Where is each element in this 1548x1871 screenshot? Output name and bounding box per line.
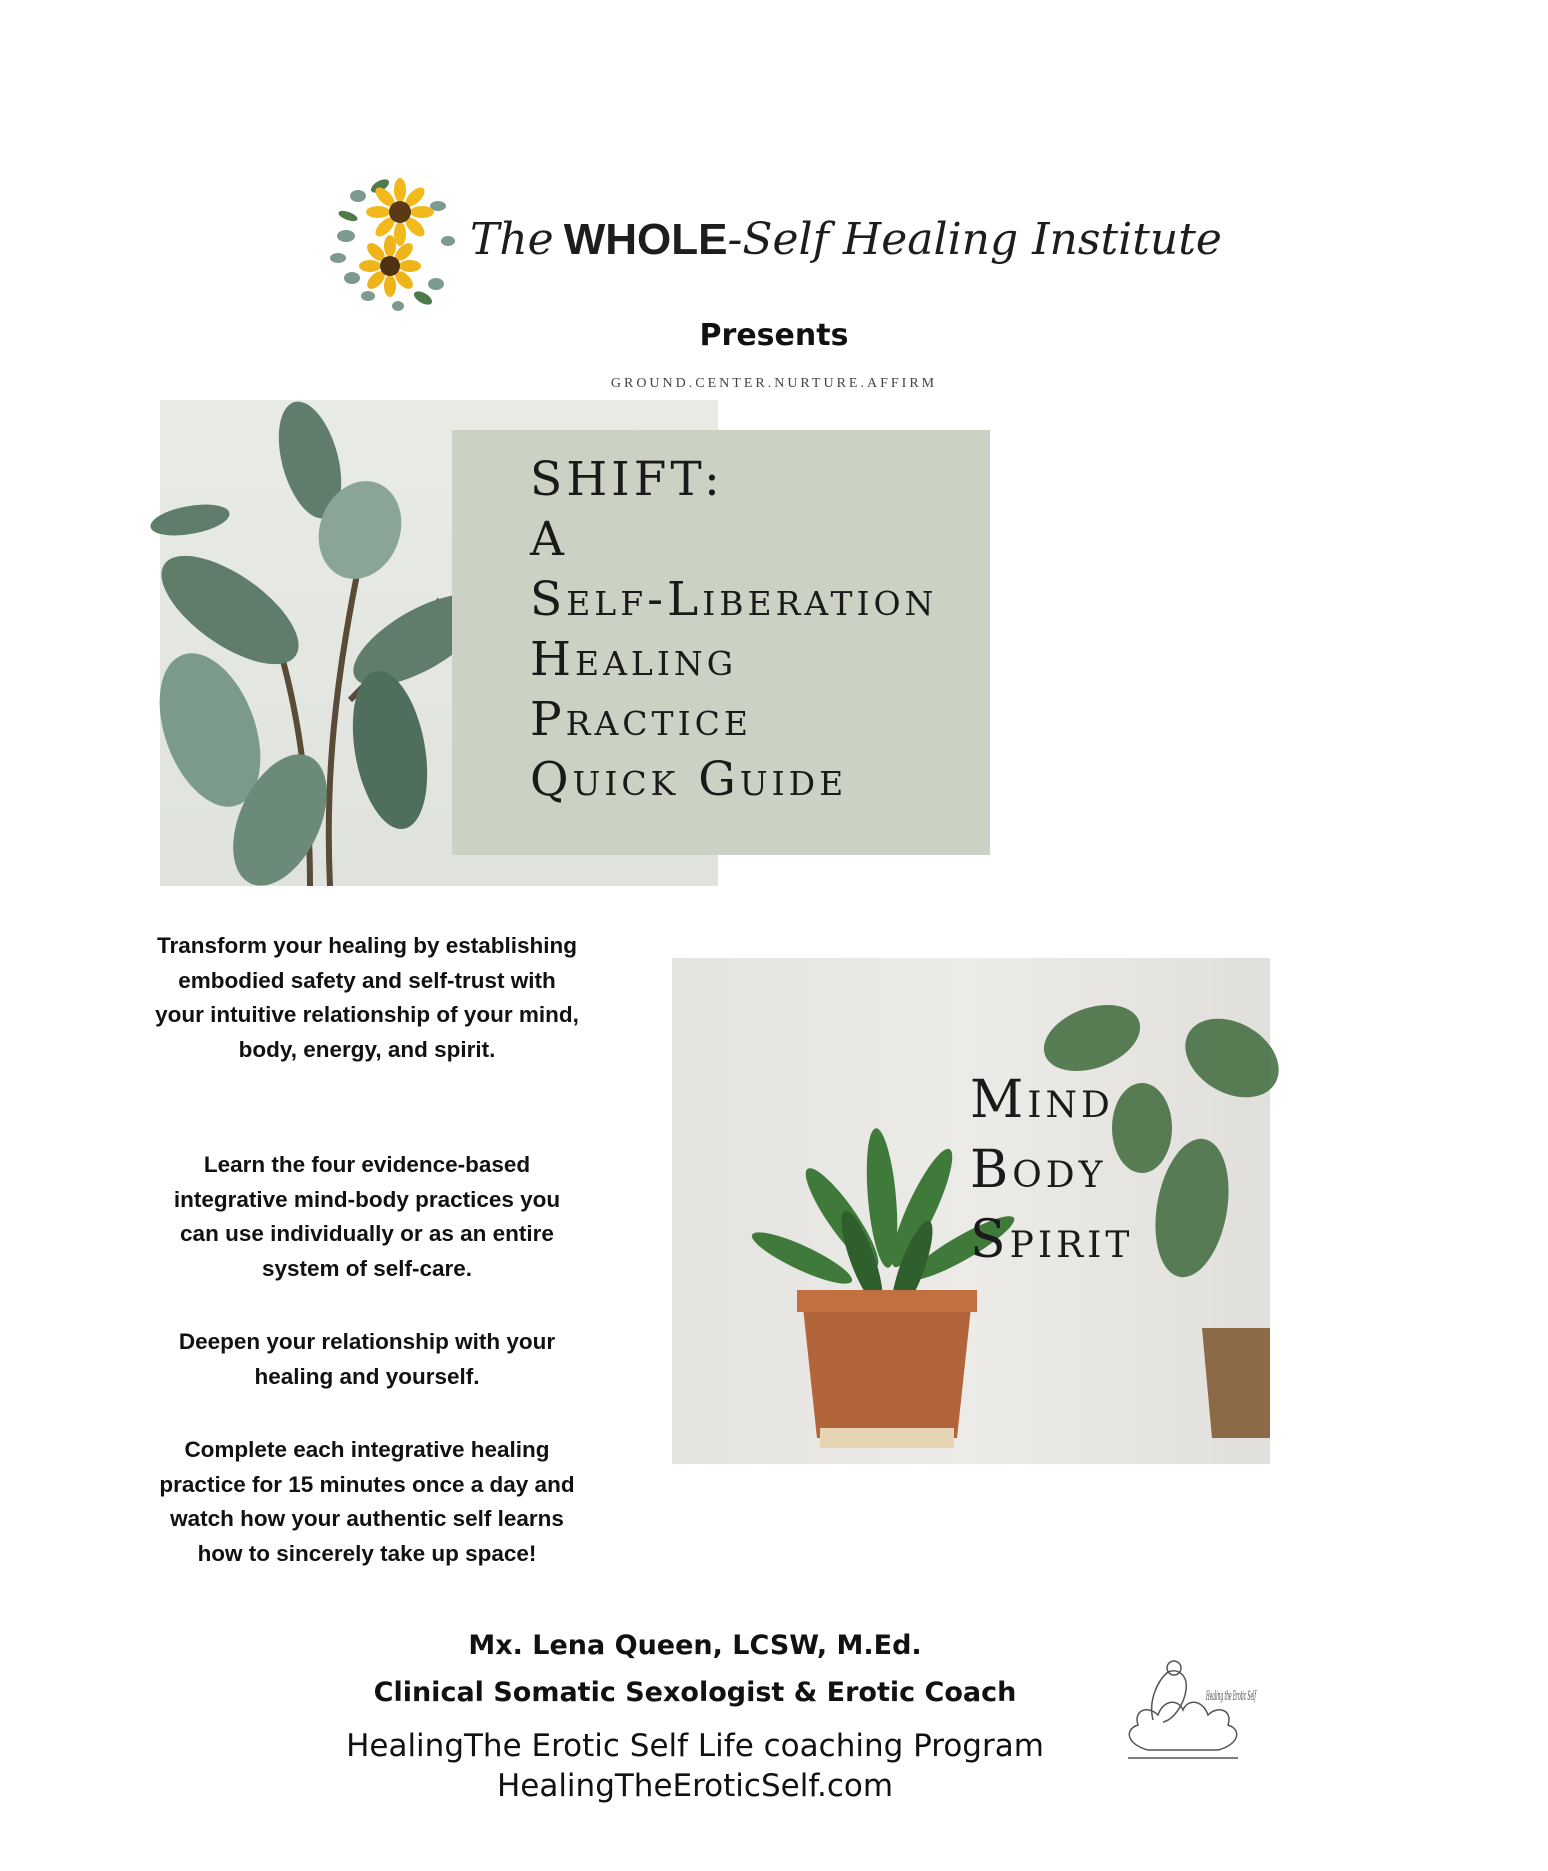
seal-text: Healing the Erotic Self [1205, 1689, 1257, 1704]
healing-erotic-self-seal-icon [1108, 1650, 1258, 1768]
logo-whole: WHOLE [563, 215, 728, 264]
logo-the: The [470, 214, 554, 265]
website-link[interactable]: HealingTheEroticSelf.com [496, 1768, 894, 1804]
tagline: GROUND.CENTER.NURTURE.AFFIRM [610, 376, 938, 391]
practices-paragraph: Learn the four evidence-based integrative mind-body practices you can use individually or as an entire system of self-care. [173, 1152, 561, 1281]
program-name: HealingThe Erotic Self Life coaching Program [346, 1728, 1044, 1764]
mind-body-spirit-text: Mind Body Spirit [970, 1070, 1134, 1270]
sunflower-logo-icon [328, 166, 460, 314]
author-title: Clinical Somatic Sexologist & Erotic Coach [373, 1677, 1017, 1708]
intro-paragraph: Transform your healing by establishing embodied safety and self-trust with your intuitive relationship of your mind, body, energy, and spirit. [155, 933, 579, 1062]
daily-practice-paragraph: Complete each integrative healing practice for 15 minutes once a day and watch how your authentic self learns how to sincerely take up space! [159, 1437, 575, 1566]
institute-logo-wordmark [470, 214, 1222, 274]
guide-title: SHIFT: A Self-Liberation Healing Practice Quick Guide [530, 452, 938, 807]
relationship-paragraph: Deepen your relationship with your healing and yourself. [178, 1329, 556, 1389]
presents-heading: Presents [699, 318, 849, 353]
logo-rest: -Self Healing Institute [727, 214, 1222, 265]
author-name: Mx. Lena Queen, LCSW, M.Ed. [468, 1630, 922, 1661]
